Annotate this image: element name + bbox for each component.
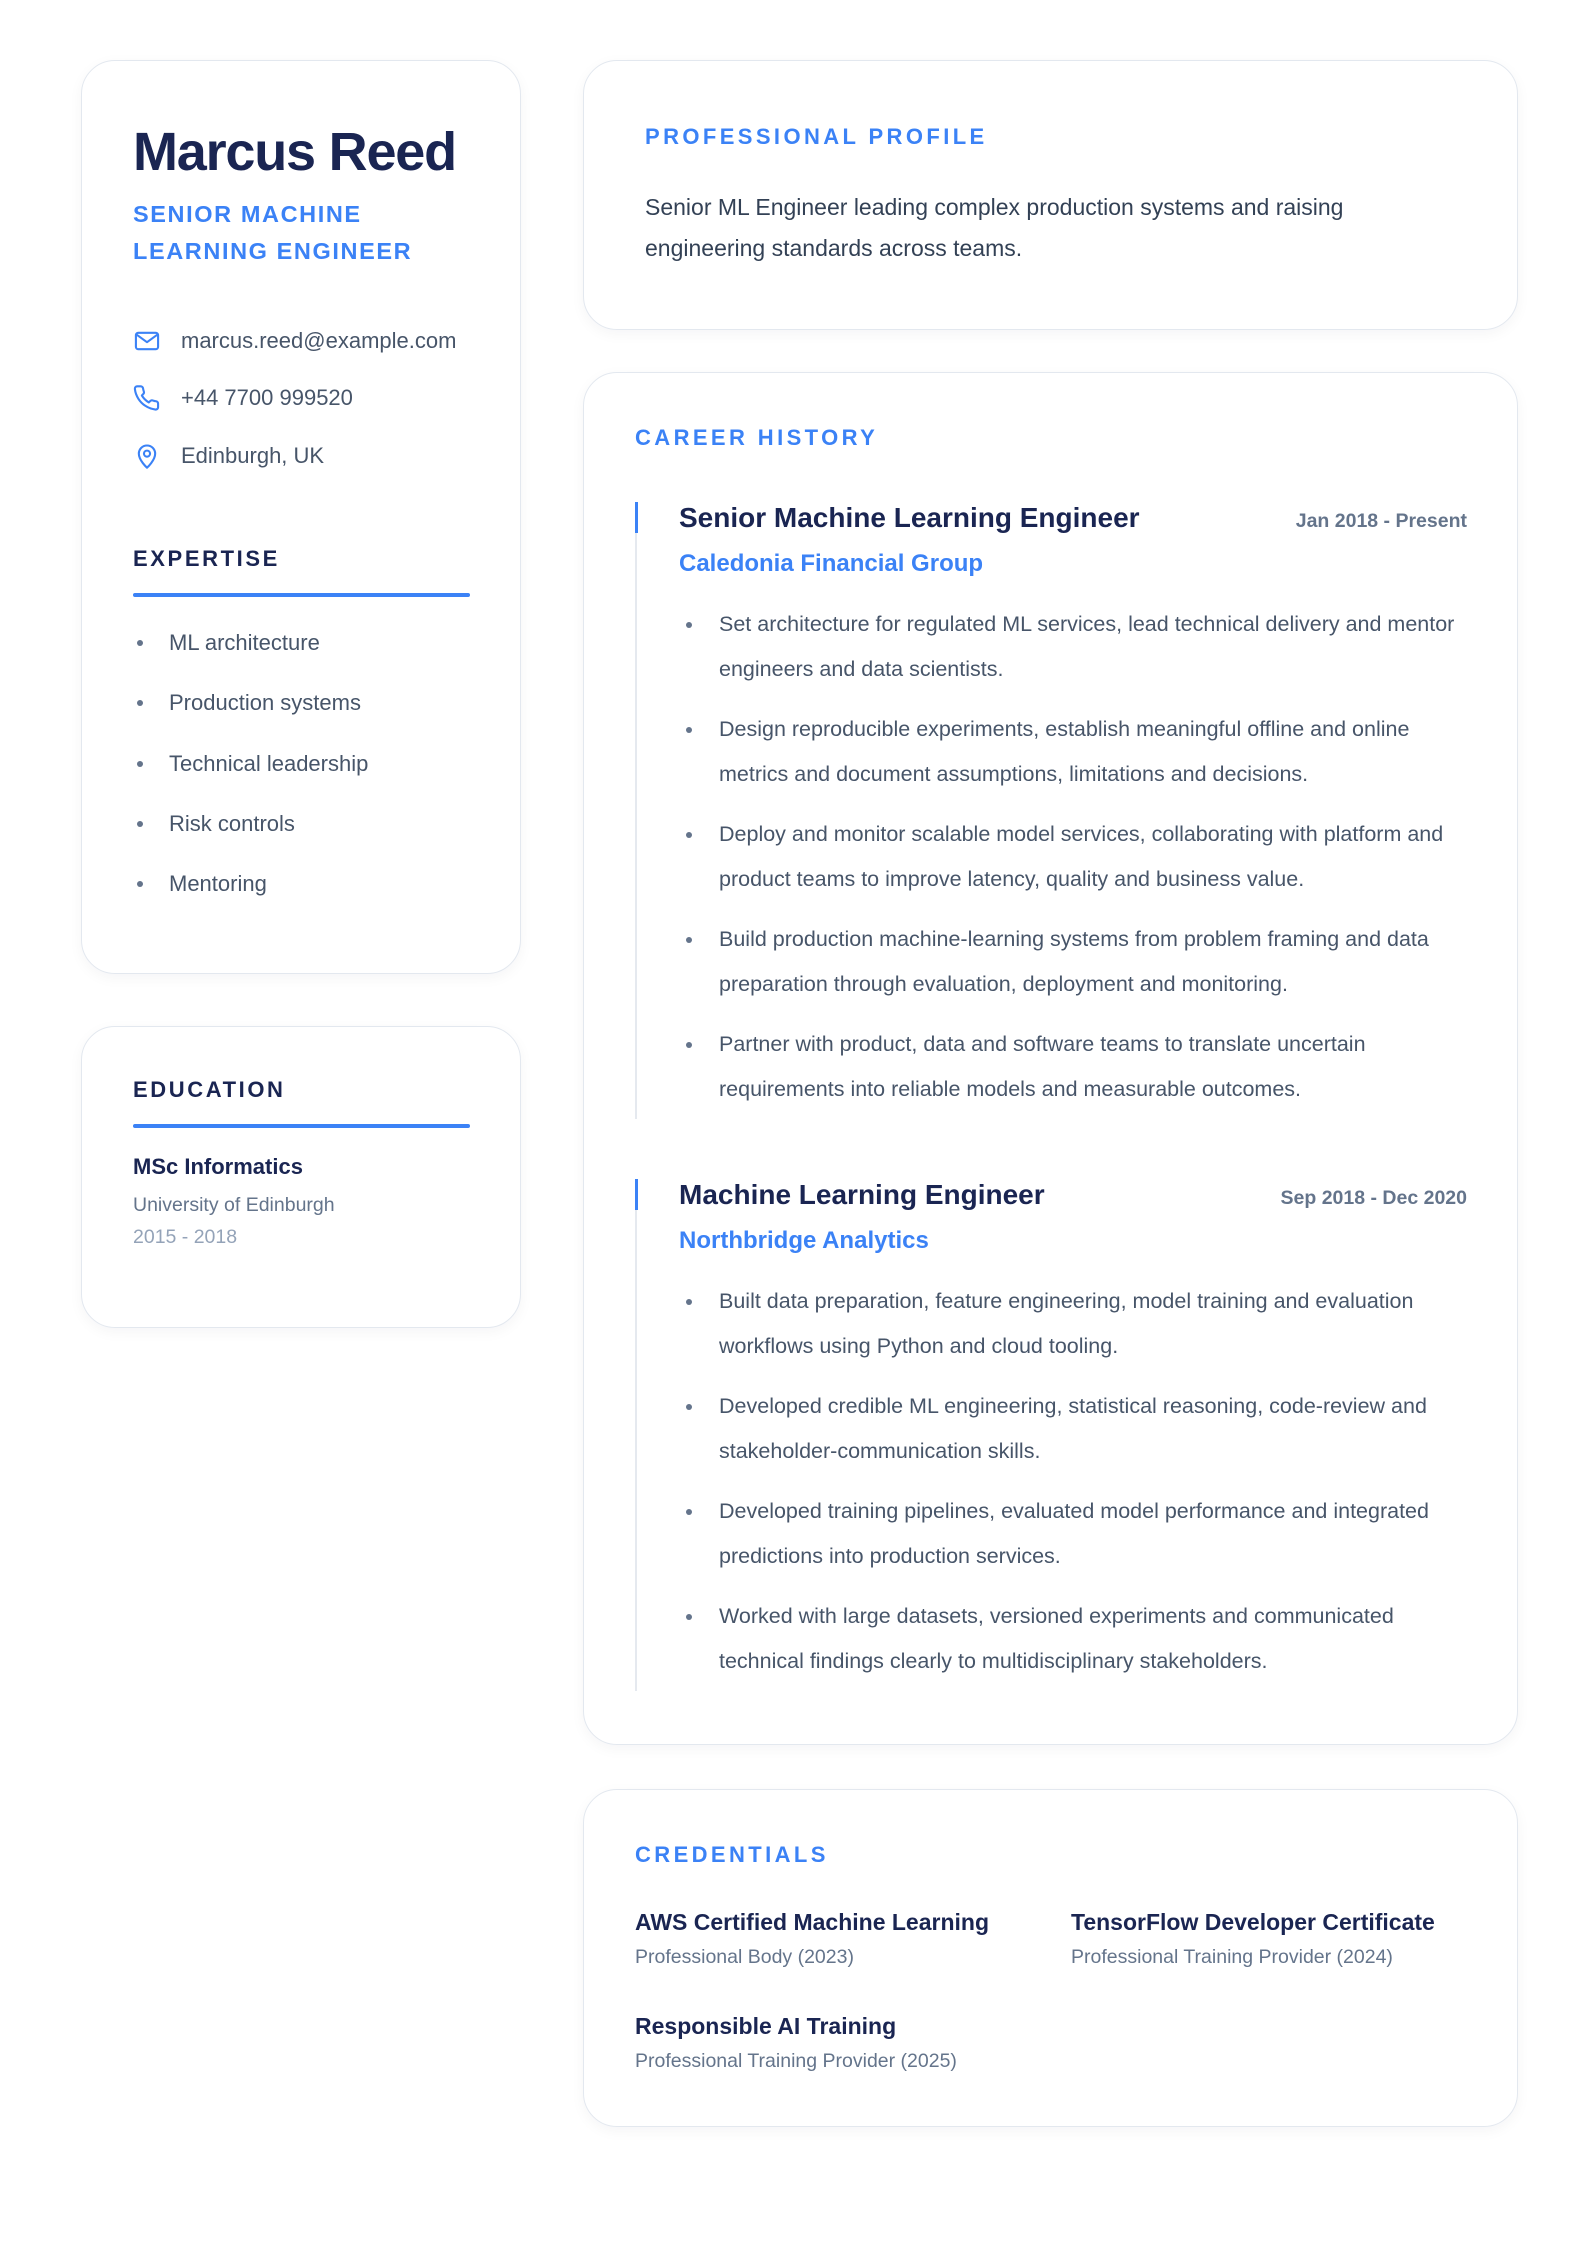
education-card (81, 1026, 521, 1328)
education-years: 2015 - 2018 (133, 1226, 238, 1248)
career-heading: CAREER HISTORY (635, 425, 879, 450)
job-bullet: Deploy and monitor scalable model services, collaborating with platform and product teams to improve latency, quality and business value. (679, 812, 1469, 901)
credentials-heading: CREDENTIALS (635, 1842, 829, 1867)
job-entry (635, 502, 1467, 1119)
skill-item: Risk controls (137, 809, 295, 839)
job-bullet-list (679, 1279, 1469, 1699)
education-heading: EDUCATION (133, 1077, 286, 1102)
skill-item: ML architecture (137, 628, 320, 658)
job-timeline-line (635, 1179, 637, 1691)
job-bullet: Partner with product, data and software teams to translate uncertain requirements into reliable models and measurable outcomes. (679, 1022, 1469, 1111)
mail-icon (133, 327, 161, 355)
credential-source: Professional Body (2023) (635, 1946, 854, 1968)
expertise-divider (133, 593, 470, 597)
job-bullet: Set architecture for regulated ML services, lead technical delivery and mentor engineers and data scientists. (679, 602, 1469, 691)
person-title: SENIOR MACHINE LEARNING ENGINEER (133, 201, 413, 264)
credential-source: Professional Training Provider (2025) (635, 2050, 957, 2072)
credential-source: Professional Training Provider (2024) (1071, 1946, 1393, 1968)
job-bullet: Built data preparation, feature engineering, model training and evaluation workflows using Python and cloud tooling. (679, 1279, 1469, 1368)
job-entry (635, 1179, 1467, 1691)
job-bullet: Build production machine-learning systems from problem framing and data preparation through evaluation, deployment and monitoring. (679, 917, 1469, 1006)
job-timeline-marker (635, 1179, 638, 1210)
credentials-card (583, 1789, 1518, 2127)
job-title: Machine Learning Engineer (679, 1179, 1045, 1210)
job-timeline-marker (635, 502, 638, 533)
profile-summary: Senior ML Engineer leading complex production systems and raising engineering standards across teams. (645, 194, 1344, 261)
profile-heading: PROFESSIONAL PROFILE (645, 124, 988, 149)
contact-phone[interactable] (133, 383, 353, 413)
credential-name: Responsible AI Training (635, 2013, 897, 2039)
skill-item: Production systems (137, 688, 361, 718)
expertise-heading: EXPERTISE (133, 546, 280, 571)
job-title: Senior Machine Learning Engineer (679, 502, 1140, 533)
phone-icon (133, 384, 161, 412)
profile-card (583, 60, 1518, 330)
skill-item: Mentoring (137, 869, 267, 899)
personal-info-card (81, 60, 521, 974)
job-bullet: Worked with large datasets, versioned experiments and communicated technical findings clearly to multidisciplinary stakeholders. (679, 1594, 1469, 1683)
person-name: Marcus Reed (133, 122, 456, 182)
education-divider (133, 1124, 470, 1128)
job-bullet-list (679, 602, 1469, 1127)
job-bullet: Design reproducible experiments, establish meaningful offline and online metrics and document assumptions, limitations and decisions. (679, 707, 1469, 796)
job-timeline-line (635, 502, 637, 1119)
phone-text: +44 7700 999520 (181, 385, 353, 410)
job-bullet: Developed training pipelines, evaluated model performance and integrated predictions into production services. (679, 1489, 1469, 1578)
job-company: Northbridge Analytics (679, 1227, 929, 1254)
career-history-card (583, 372, 1518, 1745)
degree-name: MSc Informatics (133, 1154, 303, 1179)
credential-name: TensorFlow Developer Certificate (1071, 1909, 1435, 1935)
job-dates: Jan 2018 - Present (1295, 510, 1467, 532)
job-company: Caledonia Financial Group (679, 550, 984, 577)
location-pin-icon (133, 442, 161, 470)
job-bullet: Developed credible ML engineering, statistical reasoning, code-review and stakeholder-communication skills. (679, 1384, 1469, 1473)
job-dates: Sep 2018 - Dec 2020 (1280, 1187, 1467, 1209)
email-text: marcus.reed@example.com (181, 328, 457, 353)
credential-name: AWS Certified Machine Learning (635, 1909, 989, 1935)
skill-item: Technical leadership (137, 749, 368, 779)
institution-name: University of Edinburgh (133, 1194, 335, 1216)
location-text: Edinburgh, UK (181, 443, 325, 468)
contact-email[interactable] (133, 326, 456, 356)
contact-location (133, 441, 324, 471)
